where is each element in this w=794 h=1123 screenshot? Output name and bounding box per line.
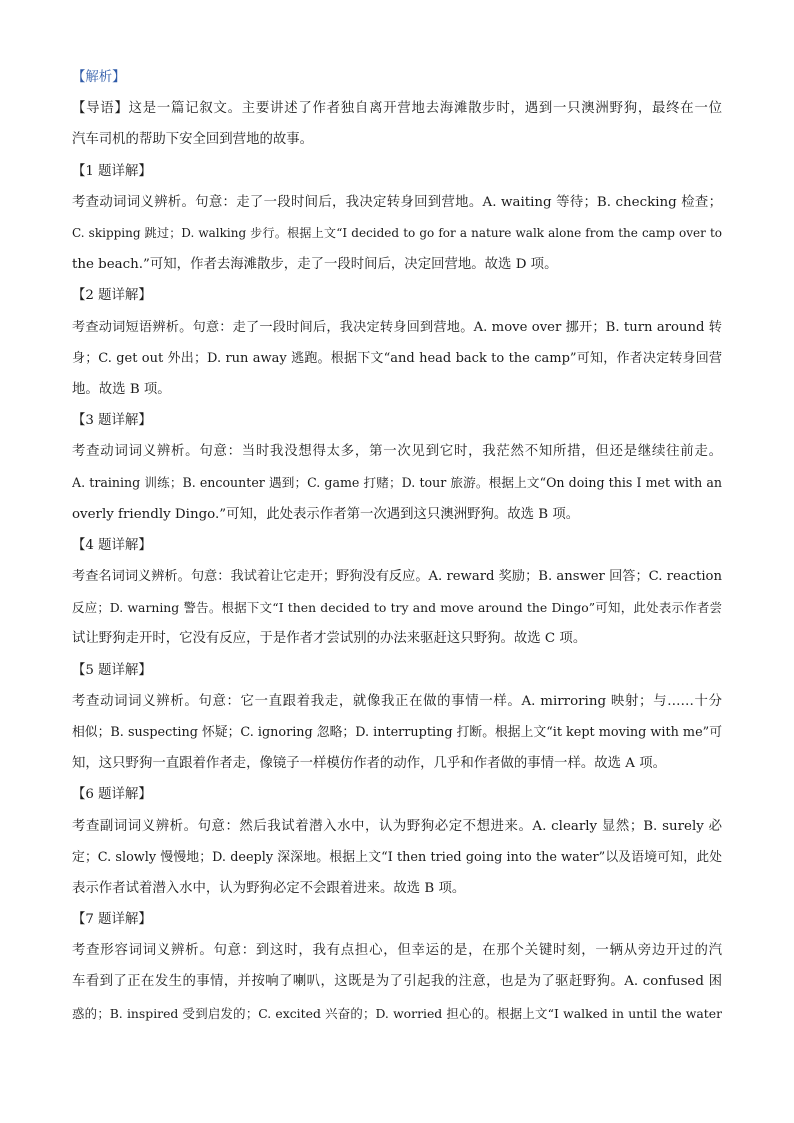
question-heading: 【3 题详解】	[72, 413, 152, 429]
explanation-line: A. training 训练；B. encounter 遇到；C. game 打赌；D. tour 旅游。根据上文“On doing this I met with an	[72, 475, 722, 491]
explanation-line: 惑的；B. inspired 受到启发的；C. excited 兴奋的；D. worried 担心的。根据上文“I walked in until the water	[72, 1005, 722, 1021]
analysis-document	[72, 62, 722, 1029]
question-heading: 【2 题详解】	[72, 288, 152, 304]
explanation-line: 考查副词词义辨析。句意：然后我试着潜入水中，认为野狗必定不想进来。A. clearly 显然；B. surely 必	[72, 818, 722, 834]
explanation-line: the beach.”可知，作者去海滩散步，走了一段时间后，决定回营地。故选 D 项。	[72, 257, 558, 273]
explanation-line: 地。故选 B 项。	[72, 381, 171, 397]
explanation-line: 考查形容词词义辨析。句意：到这时，我有点担心，但幸运的是，在那个关键时刻，一辆从旁边开过的汽	[72, 943, 722, 959]
explanation-line: 考查动词词义辨析。句意：它一直跟着我走，就像我正在做的事情一样。A. mirroring 映射；与……十分	[72, 693, 722, 709]
question-heading: 【6 题详解】	[72, 787, 152, 803]
explanation-line: 身；C. get out 外出；D. run away 逃跑。根据下文“and head back to the camp”可知，作者决定转身回营	[72, 350, 722, 366]
explanation-line: 考查动词词义辨析。句意：走了一段时间后，我决定转身回到营地。A. waiting 等待；B. checking 检查；	[72, 194, 722, 210]
explanation-line: 知，这只野狗一直跟着作者走，像镜子一样模仿作者的动作，几乎和作者做的事情一样。故选 A 项。	[72, 756, 666, 772]
explanation-line: C. skipping 跳过；D. walking 步行。根据上文“I decided to go for a nature walk alone from the camp over to	[72, 225, 722, 240]
explanation-line: 相似；B. suspecting 怀疑；C. ignoring 忽略；D. interrupting 打断。根据上文“it kept moving with me”可	[72, 724, 722, 740]
intro-line: 汽车司机的帮助下安全回到营地的故事。	[72, 132, 314, 148]
question-heading: 【5 题详解】	[72, 662, 152, 678]
explanation-line: 反应；D. warning 警告。根据下文“I then decided to try and move around the Dingo”可知，此处表示作者尝	[72, 600, 722, 616]
explanation-line: 考查动词词义辨析。句意：当时我没想得太多，第一次见到它时，我茫然不知所措，但还是继续往前走。	[72, 444, 722, 460]
explanation-line: 表示作者试着潜入水中，认为野狗必定不会跟着进来。故选 B 项。	[72, 880, 466, 896]
explanation-line: 考查名词词义辨析。句意：我试着让它走开；野狗没有反应。A. reward 奖励；B. answer 回答；C. reaction	[72, 569, 722, 584]
analysis-title: 【解析】	[72, 70, 126, 85]
explanation-line: 考查动词短语辨析。句意：走了一段时间后，我决定转身回到营地。A. move over 挪开；B. turn around 转	[72, 319, 722, 335]
question-heading: 【7 题详解】	[72, 912, 152, 928]
explanation-line: 试让野狗走开时，它没有反应，于是作者才尝试别的办法来驱赶这只野狗。故选 C 项。	[72, 631, 587, 647]
intro-line: 【导语】这是一篇记叙文。主要讲述了作者独自离开营地去海滩散步时，遇到一只澳洲野狗，最终在一位	[72, 101, 722, 117]
question-heading: 【4 题详解】	[72, 537, 152, 553]
explanation-line: overly friendly Dingo.”可知，此处表示作者第一次遇到这只澳洲野狗。故选 B 项。	[72, 506, 580, 522]
explanation-line: 车看到了正在发生的事情，并按响了喇叭，这既是为了引起我的注意，也是为了驱赶野狗。A. confused 困	[72, 974, 722, 990]
question-heading: 【1 题详解】	[72, 163, 152, 179]
explanation-line: 定；C. slowly 慢慢地；D. deeply 深深地。根据上文“I then tried going into the water”以及语境可知，此处	[72, 849, 722, 865]
